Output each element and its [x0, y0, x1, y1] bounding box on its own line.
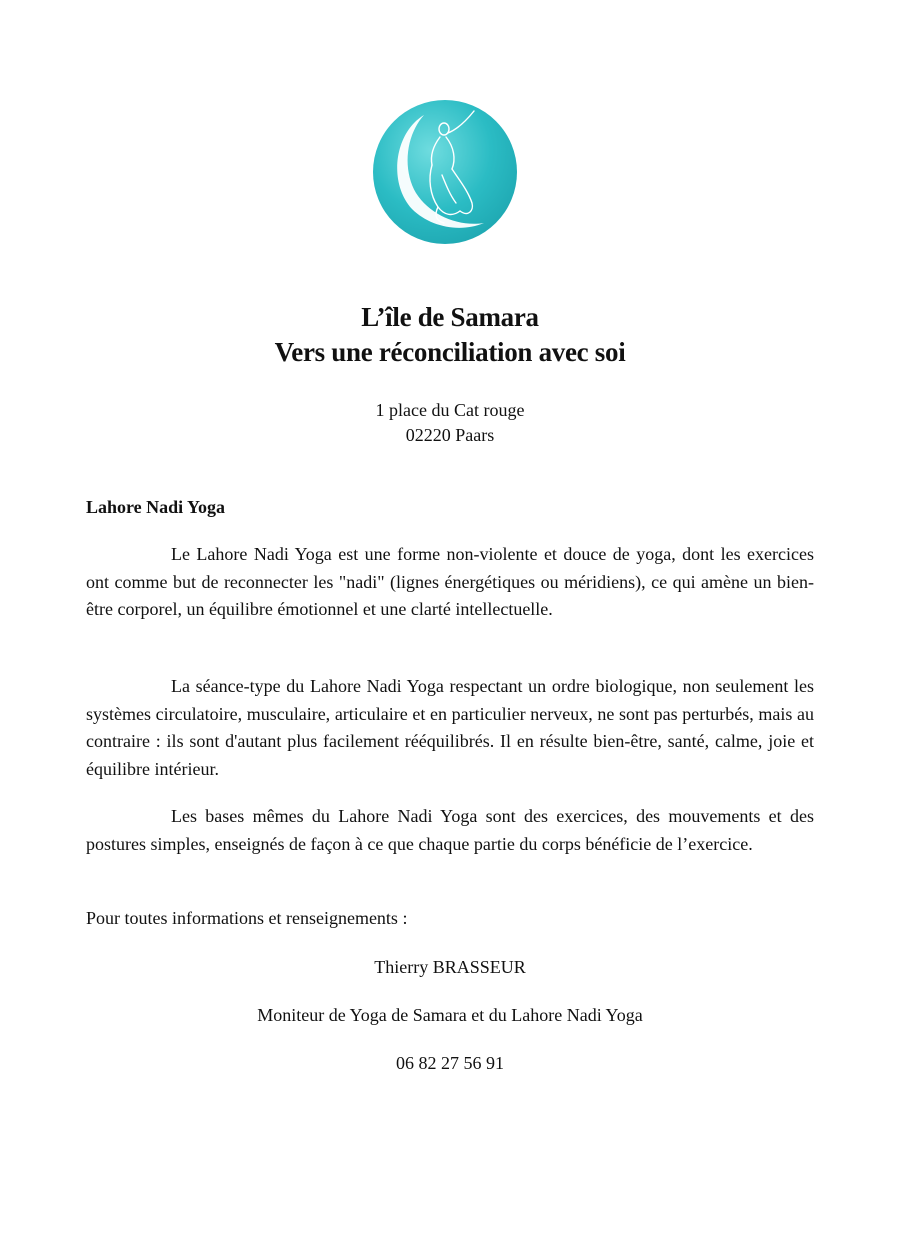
document-title: [0, 300, 900, 370]
address-street: 1 place du Cat rouge: [375, 400, 525, 420]
paragraph-bases: Les bases mêmes du Lahore Nadi Yoga sont des exercices, des mouvements et des postures simples, enseignés de façon à ce que chaque partie du corps bénéficie de l’exercice.: [86, 806, 814, 854]
address-block: [0, 398, 900, 448]
dancer-moon-logo-icon: [372, 99, 518, 245]
title-line-1: L’île de Samara: [361, 302, 539, 332]
section-heading: Lahore Nadi Yoga: [86, 497, 226, 517]
contact-phone: 06 82 27 56 91: [396, 1053, 504, 1073]
info-line: Pour toutes informations et renseignements :: [86, 908, 408, 928]
paragraph-intro: Le Lahore Nadi Yoga est une forme non-violente et douce de yoga, dont les exercices ont comme but de reconnecter les "nadi" (lignes énergétiques ou méridiens), ce qui amène un bien-être corporel, un équilibre émotionnel et une clarté intellectuelle.: [86, 544, 814, 619]
contact-role: Moniteur de Yoga de Samara et du Lahore Nadi Yoga: [257, 1005, 643, 1025]
paragraph-session: La séance-type du Lahore Nadi Yoga respectant un ordre biologique, non seulement les systèmes circulatoire, musculaire, articulaire et en particulier nerveux, ne sont pas perturbés, mais au contraire : ils sont d'autant plus facilement rééquilibrés. Il en résulte bien-être, santé, calme, joie et équilibre intérieur.: [86, 676, 814, 779]
contact-name: Thierry BRASSEUR: [374, 957, 526, 977]
address-postcode-city: 02220 Paars: [405, 425, 495, 445]
title-line-2: Vers une réconciliation avec soi: [274, 337, 626, 367]
